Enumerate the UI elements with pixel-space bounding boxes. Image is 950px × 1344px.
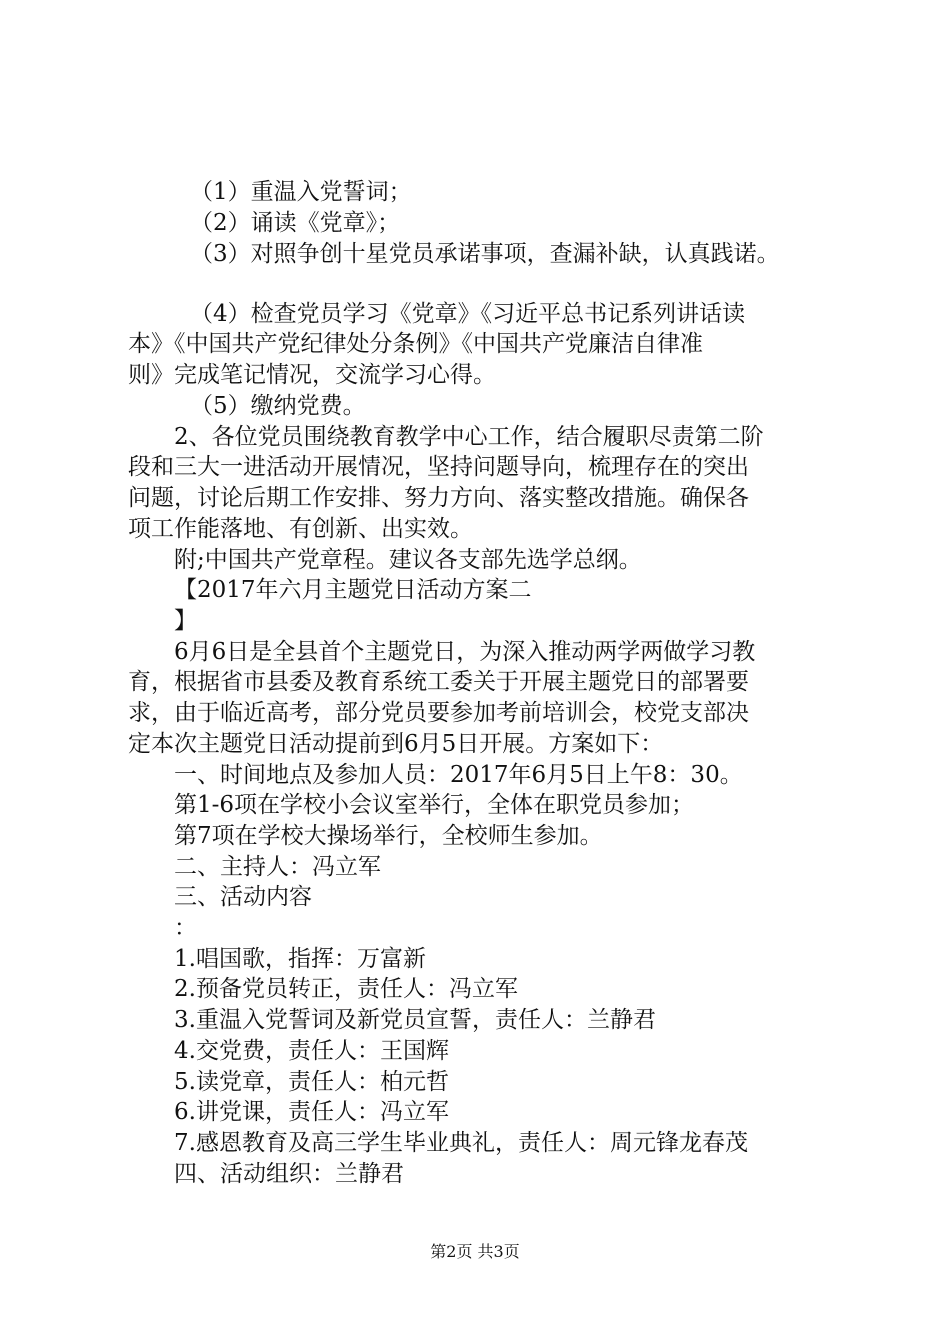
text-line: 二、主持人：冯立军 <box>174 854 381 880</box>
text-line: （5）缴纳党费。 <box>190 393 366 419</box>
text-line: 一、时间地点及参加人员：2017年6月5日上午8：30。 <box>174 762 743 788</box>
text-line: 求，由于临近高考，部分党员要参加考前培训会，校党支部决 <box>128 700 749 726</box>
text-line: 第7项在学校大操场举行，全校师生参加。 <box>174 823 603 849</box>
section-heading-close: 】 <box>174 608 197 634</box>
list-item: 4.交党费，责任人：王国辉 <box>174 1038 449 1064</box>
list-item: 6.讲党课，责任人：冯立军 <box>174 1099 449 1125</box>
text-line: 段和三大一进活动开展情况，坚持问题导向，梳理存在的突出 <box>128 454 749 480</box>
list-item: 3.重温入党誓词及新党员宣誓，责任人：兰静君 <box>174 1007 656 1033</box>
text-line: 附;中国共产党章程。建议各支部先选学总纲。 <box>174 547 642 573</box>
list-item: 5.读党章，责任人：柏元哲 <box>174 1069 449 1095</box>
list-item: 7.感恩教育及高三学生毕业典礼，责任人：周元锋龙春茂 <box>174 1130 748 1156</box>
text-line: （1）重温入党誓词； <box>190 179 412 205</box>
text-line: 6月6日是全县首个主题党日，为深入推动两学两做学习教 <box>174 639 756 665</box>
text-line: 第1-6项在学校小会议室举行，全体在职党员参加； <box>174 792 695 818</box>
text-line: （3）对照争创十星党员承诺事项，查漏补缺，认真践诺。 <box>190 241 780 267</box>
text-line: 定本次主题党日活动提前到6月5日开展。方案如下： <box>128 731 664 757</box>
list-item: 1.唱国歌，指挥：万富新 <box>174 946 426 972</box>
text-line: 2、各位党员围绕教育教学中心工作，结合履职尽责第二阶 <box>174 424 764 450</box>
text-line: （2）诵读《党章》； <box>190 210 401 236</box>
text-line: 三、活动内容 <box>174 884 312 910</box>
text-line: ： <box>174 915 197 941</box>
text-line: 则》完成笔记情况，交流学习心得。 <box>128 362 496 388</box>
text-line: 问题，讨论后期工作安排、努力方向、落实整改措施。确保各 <box>128 485 749 511</box>
list-item: 2.预备党员转正，责任人：冯立军 <box>174 976 518 1002</box>
text-line: （4）检查党员学习《党章》《习近平总书记系列讲话读 <box>190 301 746 327</box>
page-number-footer: 第2页 共3页 <box>430 1242 520 1261</box>
section-heading: 【2017年六月主题党日活动方案二 <box>174 577 532 603</box>
text-line: 项工作能落地、有创新、出实效。 <box>128 516 473 542</box>
text-line: 育，根据省市县委及教育系统工委关于开展主题党日的部署要 <box>128 669 749 695</box>
text-line: 四、活动组织：兰静君 <box>174 1161 404 1187</box>
text-line: 本》《中国共产党纪律处分条例》《中国共产党廉洁自律准 <box>128 331 703 357</box>
